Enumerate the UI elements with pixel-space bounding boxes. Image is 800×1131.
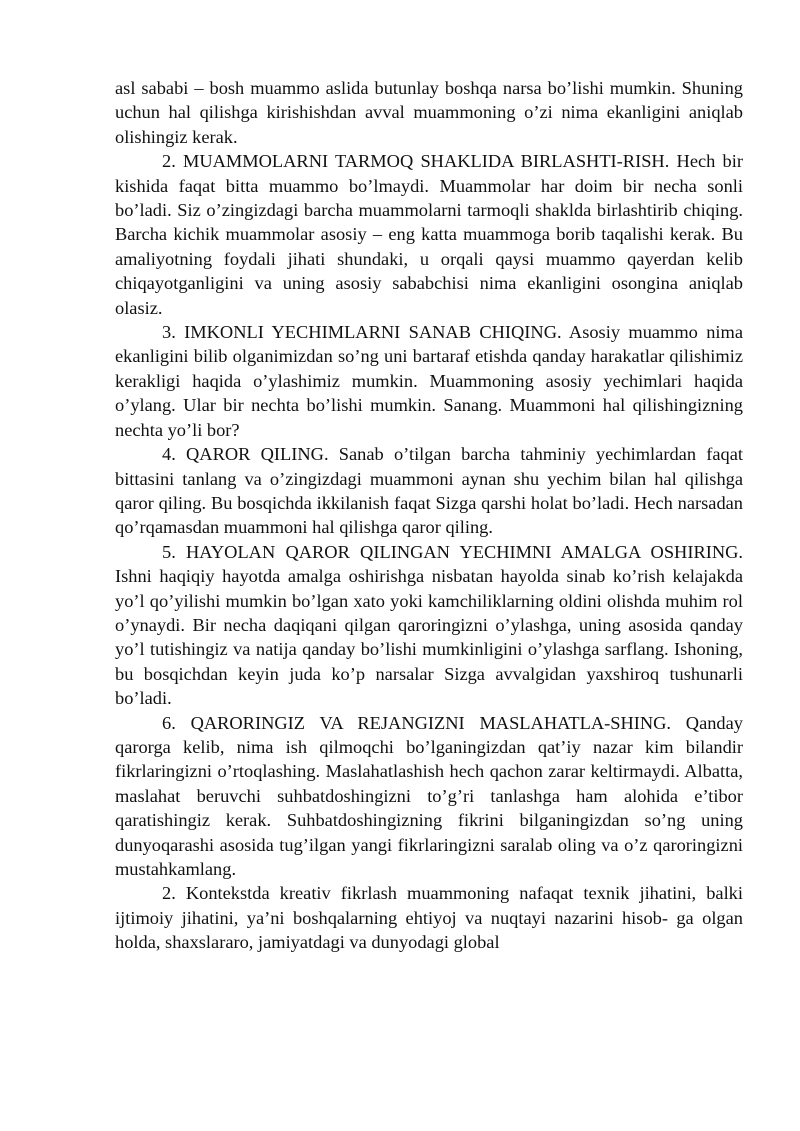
- paragraph-step-2: 2. MUAMMOLARNI TARMOQ SHAKLIDA BIRLASHTI-RISH. Hech bir kishida faqat bitta muammo bo’lmaydi. Muammolar har doim bir necha sonli bo’ladi. Siz o’zingizdagi barcha muammolarni tarmoqli shaklda birlashtirib chiqing. Barcha kichik muammolar asosiy – eng katta muammoga borib taqalishi kerak. Bu amaliyotning foydali jihati shundaki, u orqali qaysi muammo qayerdan kelib chiqayotganligini va uning asosiy sababchisi nima ekanligini osongina aniqlab olasiz.: [115, 151, 743, 318]
- paragraph-section-2: 2. Kontekstda kreativ fikrlash muammoning nafaqat texnik jihatini, balki ijtimoiy jihatini, ya’ni boshqalarning ehtiyoj va nuqtayi nazarini hisob- ga olgan holda, shaxslararo, jamiyatdagi va dunyodagi global: [115, 883, 743, 953]
- paragraph-step-4: 4. QAROR QILING. Sanab o’tilgan barcha tahminiy yechimlardan faqat bittasini tanlang va o’zingizdagi muammoni aynan shu yechim bilan hal qilishga qaror qiling. Bu bosqichda ikkilanish faqat Sizga qarshi holat bo’ladi. Hech narsadan qo’rqamasdan muammoni hal qilishga qaror qiling.: [115, 444, 743, 538]
- paragraph-step-6: 6. QARORINGIZ VA REJANGIZNI MASLAHATLA-SHING. Qanday qarorga kelib, nima ish qilmoqchi bo’lganingizdan qat’iy nazar kim bilandir fikrlaringizni o’rtoqlashing. Maslahatlashish hech qachon zarar keltirmaydi. Albatta, maslahat beruvchi suhbatdoshingizni to’g’ri tanlashga ham alohida e’tibor qaratishingiz kerak. Suhbatdoshingizning fikrini bilganingizdan so’ng uning dunyoqarashi asosida tug’ilgan yangi fikrlaringizni saralab oling va o’z qaroringizni mustahkamlang.: [115, 712, 743, 879]
- paragraph-intro-continuation: asl sababi – bosh muammo aslida butunlay boshqa narsa bo’lishi mumkin. Shuning uchun hal qilishga kirishishdan avval muammoning o’zi nima ekanligini aniqlab olishingiz kerak.: [115, 78, 743, 147]
- document-page: [115, 76, 743, 955]
- paragraph-step-3: 3. IMKONLI YECHIMLARNI SANAB CHIQING. Asosiy muammo nima ekanligini bilib olganimizdan so’ng uni bartaraf etishda qanday harakatlar qilishimiz kerakligi haqida o’ylashimiz mumkin. Muammoning asosiy yechimlari haqida o’ylang. Ular bir nechta bo’lishi mumkin. Sanang. Muammoni hal qilishingizning nechta yo’li bor?: [115, 322, 743, 440]
- paragraph-step-5: 5. HAYOLAN QAROR QILINGAN YECHIMNI AMALGA OSHIRING. Ishni haqiqiy hayotda amalga oshirishga nisbatan hayolda sinab ko’rish kelajakda yo’l qo’yilishi mumkin bo’lgan xato yoki kamchiliklarning oldini olishda muhim rol o’ynaydi. Bir necha daqiqani qilgan qaroringizni o’ylashga, uning asosida qanday yo’l tutishingiz va natija qanday bo’lishi mumkinligini o’ylashga sarflang. Ishoning, bu bosqichdan keyin juda ko’p narsalar Sizga avvalgidan yaxshiroq tushunarli bo’ladi.: [115, 541, 743, 709]
